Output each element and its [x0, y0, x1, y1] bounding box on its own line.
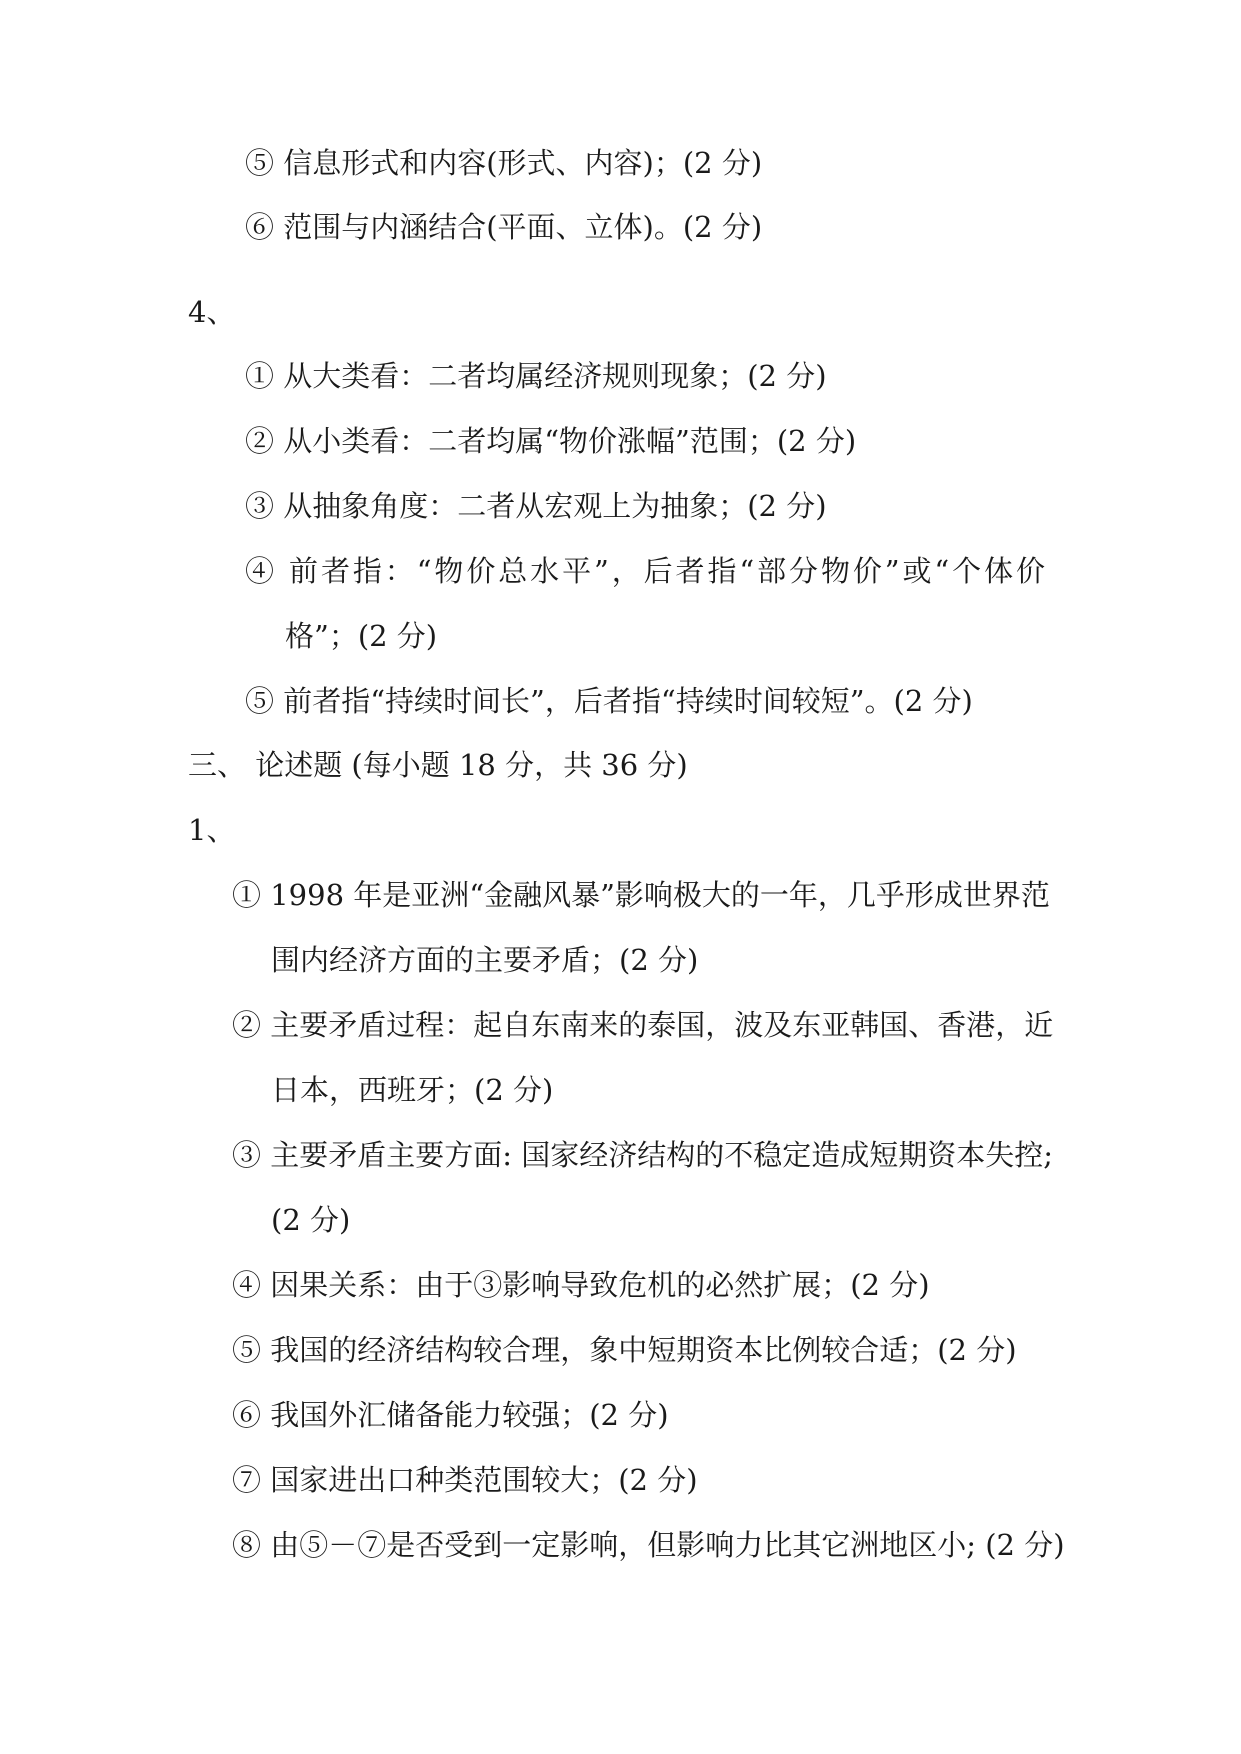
s3q1-item-6: ⑥ 我国外汇储备能力较强；(2 分)	[232, 1398, 669, 1432]
answer-item-6: ⑥ 范围与内涵结合(平面、立体)。(2 分)	[245, 210, 763, 244]
q4-item-4-continued: 格”；(2 分)	[285, 619, 438, 653]
q4-item-2: ② 从小类看：二者均属“物价涨幅”范围；(2 分)	[245, 424, 857, 458]
s3q1-item-7: ⑦ 国家进出口种类范围较大；(2 分)	[232, 1463, 698, 1497]
q4-item-1: ① 从大类看：二者均属经济规则现象；(2 分)	[245, 359, 827, 393]
question-number-4: 4、	[188, 295, 236, 329]
s3q1-item-2-continued: 日本，西班牙；(2 分)	[271, 1073, 554, 1107]
q4-item-4: ④ 前者指：“物价总水平”，后者指“部分物价”或“个体价	[245, 554, 1045, 588]
s3q1-item-3-continued: (2 分)	[271, 1203, 351, 1237]
s3q1-item-1: ① 1998 年是亚洲“金融风暴”影响极大的一年，几乎形成世界范	[232, 878, 1050, 912]
s3q1-item-4: ④ 因果关系：由于③影响导致危机的必然扩展；(2 分)	[232, 1268, 930, 1302]
s3q1-item-1-continued: 围内经济方面的主要矛盾；(2 分)	[271, 943, 699, 977]
q4-item-3: ③ 从抽象角度：二者从宏观上为抽象；(2 分)	[245, 489, 827, 523]
question-number-1: 1、	[188, 813, 236, 847]
section-3-heading: 三、 论述题 (每小题 18 分，共 36 分)	[188, 748, 688, 782]
q4-item-5: ⑤ 前者指“持续时间长”，后者指“持续时间较短”。(2 分)	[245, 684, 973, 718]
answer-item-5: ⑤ 信息形式和内容(形式、内容)；(2 分)	[245, 146, 763, 180]
s3q1-item-3: ③ 主要矛盾主要方面: 国家经济结构的不稳定造成短期资本失控;	[232, 1138, 1053, 1172]
s3q1-item-8: ⑧ 由⑤－⑦是否受到一定影响，但影响力比其它洲地区小; (2 分)	[232, 1528, 1065, 1562]
s3q1-item-5: ⑤ 我国的经济结构较合理，象中短期资本比例较合适；(2 分)	[232, 1333, 1017, 1367]
s3q1-item-2: ② 主要矛盾过程：起自东南来的泰国，波及东亚韩国、香港，近	[232, 1008, 1054, 1042]
